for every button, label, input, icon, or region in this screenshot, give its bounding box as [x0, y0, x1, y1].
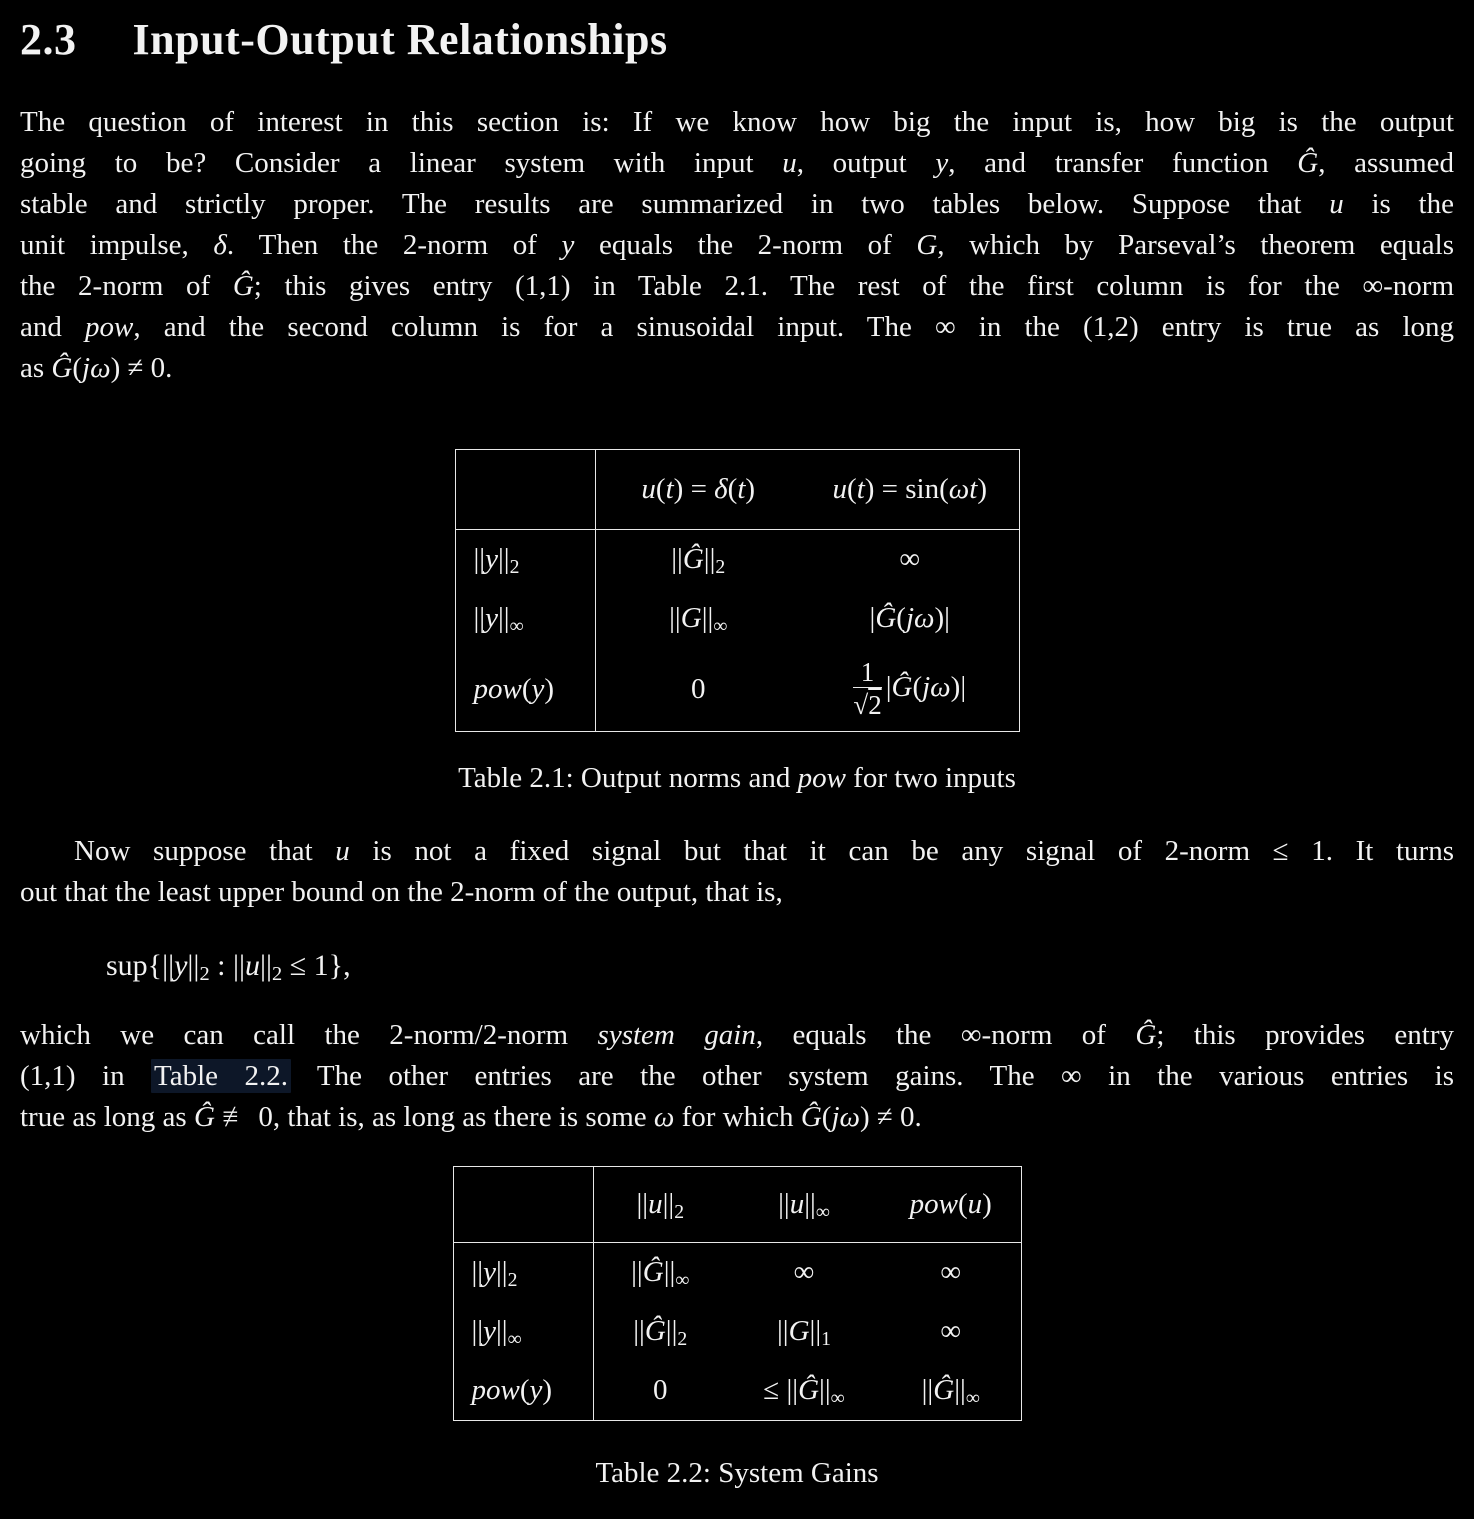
- row-label: pow(y): [455, 648, 595, 732]
- column-header: $||u||_2$: [593, 1167, 727, 1243]
- table-corner-cell: [453, 1167, 593, 1243]
- row-label: $||y||_2$: [455, 530, 595, 590]
- table-cell: 0: [691, 673, 706, 705]
- text-line: and pow, and the second column is for a sinusoidal input. The ∞ in the (1,2) entry is true as long: [20, 311, 1454, 343]
- text-line: Now suppose that u is not a fixed signal but that it can be any signal of 2-norm ≤ 1. It turns: [74, 835, 1454, 867]
- table-cell: $||Ĝ||_\infty$: [631, 1256, 690, 1291]
- table-cell: $||G||_\infty$: [669, 602, 728, 637]
- text-line: which we can call the 2-norm/2-norm system gain, equals the ∞-norm of Ĝ; this provides entry: [20, 1019, 1455, 1051]
- text-segment: The other entries are the other system gains. The ∞ in the various entries is: [291, 1060, 1454, 1092]
- table-cell: ∞: [940, 1315, 962, 1347]
- table-caption-2-2: Table 2.2: System Gains: [595, 1457, 879, 1489]
- text-line: unit impulse, δ. Then the 2-norm of y equals the 2-norm of G, which by Parseval’s theorem equals: [20, 229, 1454, 261]
- table-2-2: [453, 1166, 1022, 1421]
- text-line: the 2-norm of Ĝ; this gives entry (1,1) in Table 2.1. The rest of the first column is for the ∞-norm: [20, 270, 1454, 302]
- text-line: The question of interest in this section is: If we know how big the input is, how big is the output: [20, 106, 1454, 138]
- table-row: [453, 1361, 1021, 1421]
- table-corner-cell: [455, 450, 595, 530]
- text-segment: (1,1) in: [20, 1060, 152, 1092]
- section-heading: [20, 14, 1454, 66]
- table-row: [453, 1302, 1021, 1361]
- table-row: [455, 589, 1019, 648]
- text-line: true as long as Ĝ ≢ 0, that is, as long as there is some ω for which Ĝ(jω) ≠ 0.: [20, 1101, 922, 1133]
- table-row: [455, 648, 1019, 732]
- row-label: $||y||_\infty$: [453, 1302, 593, 1361]
- table-caption-2-1: Table 2.1: Output norms and pow for two inputs: [458, 762, 1016, 794]
- column-header: pow(u): [881, 1167, 1021, 1243]
- table-row: [453, 1243, 1021, 1303]
- table-cell: ∞: [940, 1256, 962, 1288]
- row-label: pow(y): [453, 1361, 593, 1421]
- table-2-1: [455, 449, 1020, 732]
- section-title: Input-Output Relationships: [132, 15, 668, 64]
- row-label: $||y||_\infty$: [455, 589, 595, 648]
- row-label: $||y||_2$: [453, 1243, 593, 1303]
- column-header: $||u||_\infty$: [727, 1167, 881, 1243]
- column-header: u(t) = δ(t): [595, 450, 801, 530]
- paragraph-2: [20, 831, 1454, 913]
- table-header-row: [455, 450, 1019, 530]
- equation-sup-norm: $sup\{||y||_2$ : $||u||_2 \le 1$},: [106, 949, 351, 986]
- paragraph-3: [20, 1015, 1454, 1138]
- text-line: stable and strictly proper. The results are summarized in two tables below. Suppose that u is the: [20, 188, 1454, 220]
- table-cell: |Ĝ(jω)|: [869, 602, 950, 634]
- table-2-2-link[interactable]: Table 2.2.: [151, 1059, 291, 1093]
- table-cell: 0: [653, 1374, 668, 1406]
- table-cell: ∞: [899, 543, 921, 575]
- table-row: [455, 530, 1019, 590]
- text-line: [20, 1056, 1454, 1097]
- table-cell: $||G||_1$: [776, 1315, 832, 1350]
- column-header: u(t) = sin(ωt): [801, 450, 1019, 530]
- section-number: 2.3: [20, 15, 77, 64]
- table-cell: $||Ĝ||_\infty$: [921, 1374, 980, 1409]
- text-line: out that the least upper bound on the 2-norm of the output, that is,: [20, 876, 783, 908]
- text-line: as Ĝ(jω) ≠ 0.: [20, 352, 173, 384]
- text-line: going to be? Consider a linear system with input u, output y, and transfer function Ĝ, assumed: [20, 147, 1455, 179]
- table-cell: ∞: [793, 1256, 815, 1288]
- table-cell: ≤ $||Ĝ||_\infty$: [763, 1374, 845, 1409]
- table-header-row: [453, 1167, 1021, 1243]
- table-cell: $||Ĝ||_2$: [671, 543, 726, 578]
- table-cell: $||Ĝ||_2$: [633, 1315, 688, 1350]
- paragraph-1: [20, 102, 1454, 389]
- table-cell: $\frac{1}{√2}$ |Ĝ(jω)|: [853, 657, 967, 720]
